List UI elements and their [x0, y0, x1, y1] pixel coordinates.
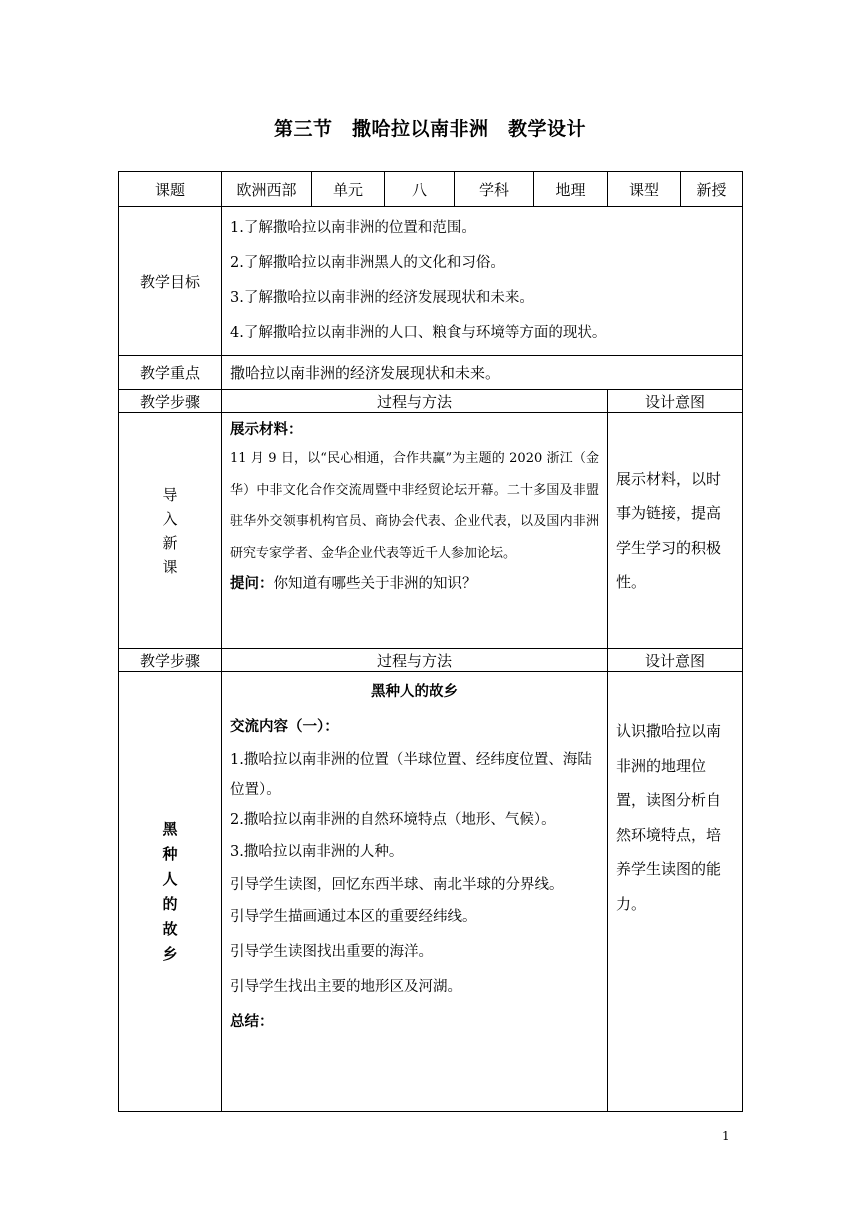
- subject-value: 地理: [534, 172, 608, 207]
- unit-label: 单元: [312, 172, 385, 207]
- goals-row: [119, 207, 743, 356]
- type-value: 新授: [681, 172, 743, 207]
- steps-header-row-2: [119, 649, 743, 672]
- story-heading: 黑种人的故乡: [371, 684, 458, 700]
- story-item: 引导学生描画通过本区的重要经纬线。: [230, 909, 477, 925]
- question-line: 提问：你知道有哪些关于非洲的知识？: [230, 576, 477, 592]
- goal-item: 1.了解撒哈拉以南非洲的位置和范围。: [230, 220, 476, 236]
- goal-item: 4.了解撒哈拉以南非洲的人口、粮食与环境等方面的现状。: [230, 325, 607, 341]
- step-header: 教学步骤: [119, 390, 222, 413]
- focus-label: 教学重点: [119, 356, 222, 390]
- story-item: 引导学生读图找出重要的海洋。: [230, 944, 433, 960]
- material-text: 11 月 9 日，以“民心相通，合作共赢”为主题的 2020 浙江（金华）中非文化合作交流周暨中非经贸论坛开幕。二十多国及非盟驻华外交领事机构官员、商协会代表、企业代表，以及国内非洲研究专家学者、金华企业代表等近千人参加论坛。: [230, 451, 599, 561]
- story-item: 引导学生读图，回忆东西半球、南北半球的分界线。: [230, 877, 564, 893]
- intro-step-label: 导 入 新 课: [119, 413, 222, 649]
- goal-item: 2.了解撒哈拉以南非洲黑人的文化和习俗。: [230, 255, 505, 271]
- story-item: 2.撒哈拉以南非洲的自然环境特点（地形、气候）。: [230, 812, 556, 828]
- focus-value: 撒哈拉以南非洲的经济发展现状和未来。: [222, 356, 743, 390]
- story-row: [119, 672, 743, 1112]
- goals-label: 教学目标: [119, 207, 222, 356]
- material-label: 展示材料：: [230, 422, 303, 438]
- subject-label: 学科: [455, 172, 534, 207]
- story-item: 3.撒哈拉以南非洲的人种。: [230, 844, 404, 860]
- intent-header: 设计意图: [608, 390, 743, 413]
- goal-item: 3.了解撒哈拉以南非洲的经济发展现状和未来。: [230, 290, 534, 306]
- focus-row: [119, 356, 743, 390]
- story-intent: 认识撒哈拉以南非洲的地理位置，读图分析自然环境特点，培养学生读图的能力。: [608, 672, 743, 1112]
- exchange-label: 交流内容（一）：: [230, 719, 339, 735]
- story-step-label: 黑 种 人 的 故 乡: [119, 672, 222, 1112]
- process-header: 过程与方法: [222, 649, 608, 672]
- intro-row: [119, 413, 743, 649]
- lesson-plan-table: [118, 171, 743, 1112]
- type-label: 课型: [608, 172, 681, 207]
- intro-intent: 展示材料，以时事为链接，提高学生学习的积极性。: [608, 413, 743, 649]
- steps-header-row: [119, 390, 743, 413]
- step-header: 教学步骤: [119, 649, 222, 672]
- topic-label: 课题: [119, 172, 222, 207]
- story-item: 1.撒哈拉以南非洲的位置（半球位置、经纬度位置、海陆位置）。: [230, 752, 592, 798]
- story-item: 引导学生找出主要的地形区及河湖。: [230, 979, 462, 995]
- header-row: [119, 172, 743, 207]
- unit-value: 八: [385, 172, 455, 207]
- page-title: 第三节 撒哈拉以南非洲 教学设计: [273, 118, 586, 140]
- summary-label: 总结：: [230, 1014, 274, 1030]
- intent-header: 设计意图: [608, 649, 743, 672]
- topic-value: 欧洲西部: [222, 172, 312, 207]
- page-number: 1: [722, 1129, 730, 1143]
- story-process: [222, 672, 608, 1112]
- process-header: 过程与方法: [222, 390, 608, 413]
- goals-list: [222, 207, 743, 356]
- intro-process: [222, 413, 608, 649]
